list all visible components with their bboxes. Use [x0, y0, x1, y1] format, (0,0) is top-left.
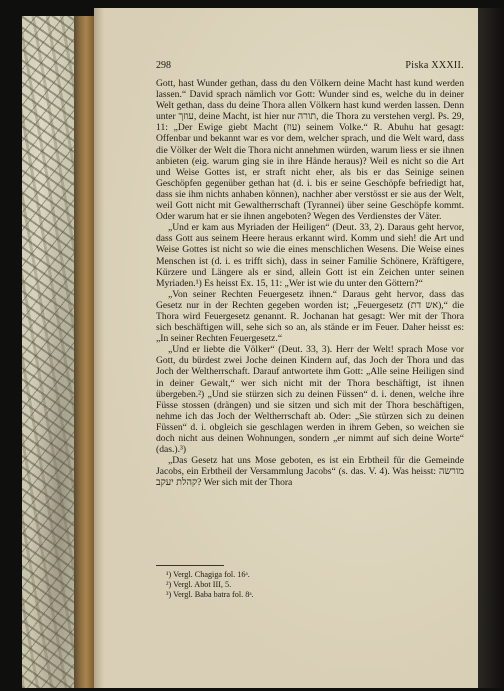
paragraph: „Von seiner Rechten Feuergesetz ihnen.“ Daraus geht hervor, dass das Gesetz nur in der Rechten gegeben worden ist; „Feuergesetz (אש דת),“ die Thora wird Feuergesetz genannt. R. Jochanan hat gesagt: Wer mit der Thora sich beschäftigen will, sehe sich so an, als stände er im Feuer. Daher heisst es: „In seiner Rechten Feuergesetz.“: [156, 288, 464, 345]
running-title: Piska XXXII.: [405, 60, 464, 71]
page-edge-shadow: [478, 8, 504, 688]
footnotes: [166, 570, 366, 600]
footnote: ²) Vergl. Abot III, 5.: [166, 580, 232, 589]
page-header: [156, 60, 464, 74]
body-text: [156, 78, 464, 488]
book-hinge: [74, 16, 94, 688]
book-page: [94, 8, 478, 688]
paragraph: „Und er kam aus Myriaden der Heiligen“ (Deut. 33, 2). Daraus geht hervor, dass Gott aus seinem Heere heraus erkannt wird. Komm und sieh! die Art und Weise Gottes ist nicht so wie die eines menschlichen Wesens. Die Weise eines Menschen ist (d. i. es trifft sich), dass in seiner Familie Schönere, Kräftigere, Kürzere und Längere als er sind, allein Gott ist ein Zeichen unter seinen Myriaden.¹) Es heisst Ex. 15, 11: „Wer ist wie du unter den Göttern?“: [156, 222, 464, 289]
page-number: 298: [156, 60, 171, 71]
footnote: ¹) Vergl. Chagiga fol. 16ᵃ.: [166, 570, 250, 579]
paragraph: Gott, hast Wunder gethan, dass du den Völkern deine Macht hast kund werden lassen.“ David sprach nämlich vor Gott: Wunder sind es, welche du in deiner Welt gethan, dass du deine Thora allen Völkern hast kund werden lassen. Denn unter עוזך, deine Macht, ist hier nur תורה, die Thora zu verstehen vergl. Ps. 29, 11: „Der Ewige giebt Macht (עוז) seinem Volke.“ R. Abuhu hat gesagt: Offenbar und bekannt war es vor dem, welcher sprach, und die Welt ward, dass die Völker der Welt die Thora nicht annehmen würden, warum liess er sie ihnen anbieten (eig. warum ging sie in ihre Hände heraus)? Weil es nicht so die Art und Weise Gottes ist, er straft nicht eher, als bis er das Seinige seinen Geschöpfen gegenüber gethan hat (d. i. bis er seine Geschöpfe befriedigt hat, dass sie ihm nichts anhaben können), nachher aber verstösst er sie aus der Welt, weil Gott nicht mit Gewaltherrschaft (Tyrannei) über seine Geschöpfe kommt. Oder warum hat er sie ihnen angeboten? Wegen des Verdienstes der Väter.: [156, 78, 465, 223]
paragraph: „Das Gesetz hat uns Mose geboten, es ist ein Erbtheil für die Gemeinde Jacobs, ein Erbtheil der Versammlung Jacobs“ (s. das. V. 4). Was heisst: מורשה קהלת יעקב? Wer sich mit der Thora: [156, 455, 464, 489]
footnote-rule: [156, 565, 224, 566]
paragraph: „Und er liebte die Völker“ (Deut. 33, 3). Herr der Welt! sprach Mose vor Gott, du bürdest zwei Joche deinen Kindern auf, das Joch der Thora und das Joch der Weltherrschaft. Darauf antwortete ihm Gott: „Alle seine Heiligen sind in deiner Gewalt,“ wer sich nicht mit der Thora beschäftigt, ist ihnen übergeben.²) „Und sie stürzen sich zu deinen Füssen“ d. i. denen, welche ihre Füsse stossen (drängen) und sie sitzen und sich mit der Thora beschäftigen, nehme ich das Joch der Weltherrschaft ab. Oder: „Sie stürzen sich zu deinen Füssen“ d. i. obgleich sie geschlagen werden in ihrem Geben, so weichen sie doch nicht aus deinen Wohnungen, sondern „er nimmt auf sich deine Worte“ (das.).³): [156, 344, 464, 456]
footnote: ³) Vergl. Baba batra fol. 8ᵃ.: [166, 590, 254, 599]
